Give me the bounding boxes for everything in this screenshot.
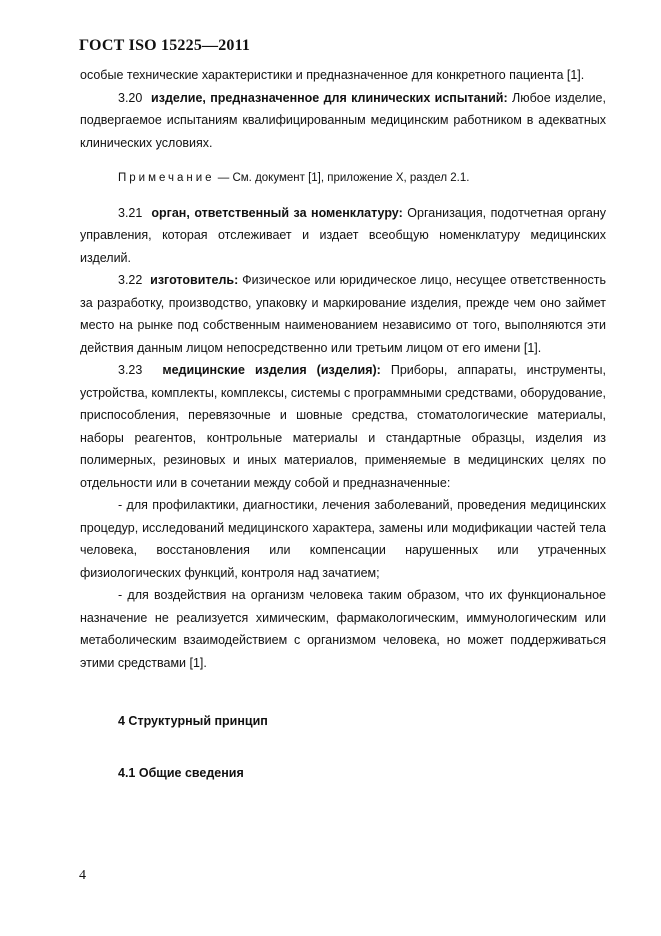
- term-title: орган, ответственный за номенклатуру:: [151, 205, 403, 220]
- note: [80, 167, 606, 190]
- term-title: изделие, предназначенное для клинических испытаний:: [151, 90, 508, 105]
- term-number: 3.20: [118, 90, 143, 105]
- term-definition: Физическое или юридическое лицо, несущее ответственность за разработку, производство, упаковку и маркирование изделия, прежде чем оно займет место на рынке под собственным наименованием независимо от того, выполняются эти действия данным лицом непосредственно или третьим лицом от его имени [1].: [80, 273, 606, 355]
- document-header: ГОСТ ISO 15225—2011: [79, 37, 251, 54]
- term-definition: Любое изделие, подвергаемое испытаниям квалифицированным медицинским работником в адекватных клинических условиях.: [80, 90, 606, 150]
- document-body: [80, 64, 606, 784]
- term-title: изготовитель:: [150, 273, 239, 287]
- section-heading-4: 4 Структурный принцип: [118, 714, 268, 728]
- section-heading-4-1: 4.1 Общие сведения: [118, 765, 244, 780]
- term-title: медицинские изделия (изделия):: [162, 363, 381, 377]
- term-3-21: [80, 202, 606, 270]
- term-number: 3.23: [118, 363, 143, 377]
- term-number: 3.21: [118, 205, 143, 220]
- continuation-paragraph: особые технические характеристики и предназначенное для конкретного пациента [1].: [80, 68, 585, 82]
- note-text: — См. документ [1], приложение X, раздел 2.1.: [214, 172, 470, 184]
- term-3-22: [80, 269, 606, 359]
- term-3-20: [80, 87, 606, 155]
- list-item: - для профилактики, диагностики, лечения заболеваний, проведения медицинских процедур, исследований медицинского характера, замены или модификации частей тела человека, восстановления или компенсации нарушенных или утраченных физиологических функций, контроля над зачатием;: [80, 498, 606, 580]
- term-number: 3.22: [118, 273, 143, 287]
- note-label: Примечание: [118, 172, 215, 184]
- page-number: 4: [79, 868, 86, 883]
- term-definition: Приборы, аппараты, инструменты, устройства, комплекты, комплексы, системы с программными средствами, оборудование, приспособления, перевязочные и шовные средства, стоматологические материалы, наборы реагентов, контрольные материалы и стандартные образцы, изделия из полимерных, резиновых и иных материалов, применяемые в медицинских целях по отдельности или в сочетании между собой и предназначенные:: [80, 363, 606, 490]
- term-definition: Организация, подотчетная органу управления, которая отслеживает и издает всеобщую номенклатуру медицинских изделий.: [80, 205, 606, 265]
- list-item: - для воздействия на организм человека таким образом, что их функциональное назначение не реализуется химическим, фармакологическим, иммунологическим или метаболическим взаимодействием с организмом человека, но может поддерживаться этими средствами [1].: [80, 588, 606, 670]
- term-3-23: [80, 359, 606, 494]
